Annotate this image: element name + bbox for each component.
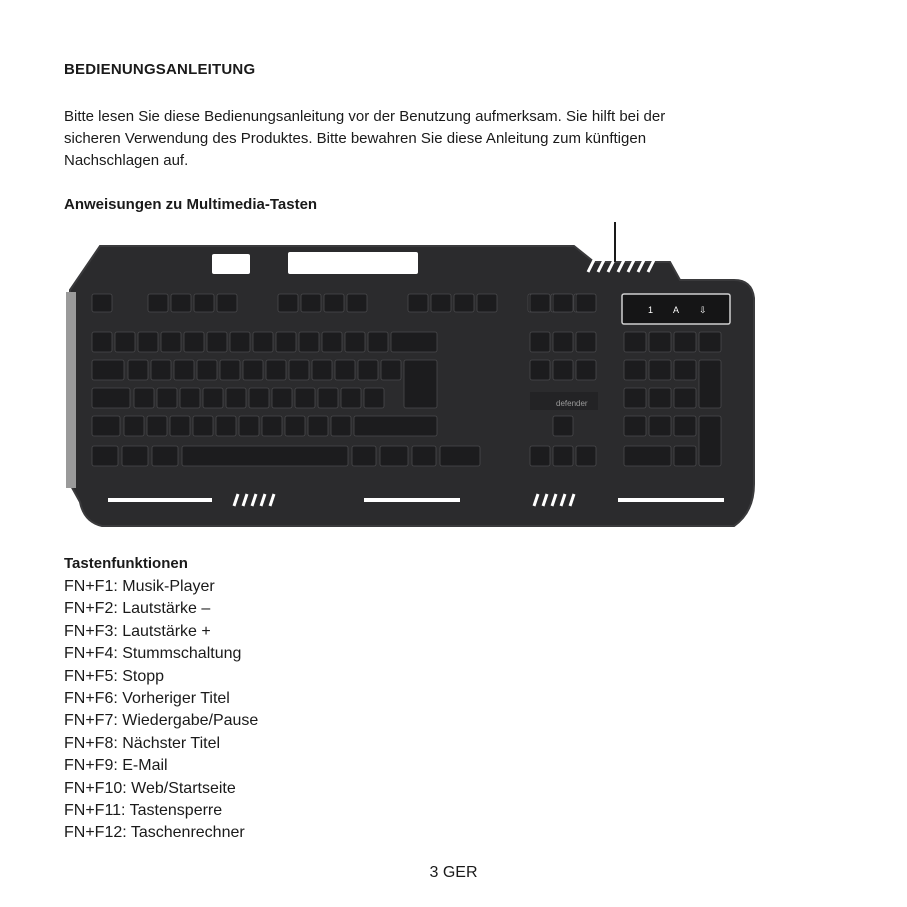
keycap [352,446,376,466]
bottom-light-stripes [108,498,724,502]
keycap [576,360,596,380]
keycap [624,360,646,380]
keycap [408,294,428,312]
handle-cutout-center [288,252,418,274]
keycap [530,446,550,466]
keycap [431,294,451,312]
keycap [553,332,573,352]
keycap [440,446,480,466]
function-item: FN+F9: E-Mail [64,757,168,775]
keycap [553,360,573,380]
keycap [161,332,181,352]
keycap [138,332,158,352]
keycap [391,332,437,352]
keycap [299,332,319,352]
keycap [92,360,124,380]
keycap [624,332,646,352]
keycap [285,416,305,436]
function-item: FN+F8: Nächster Titel [64,734,221,752]
keycap [220,360,240,380]
function-item: FN+F3: Lautstärke + [64,622,211,640]
keycap [301,294,321,312]
keycap [699,332,721,352]
keycap [230,332,250,352]
keycap [147,416,167,436]
keycap [364,388,384,408]
keycap [404,360,437,408]
keycap [477,294,497,312]
keycap [194,294,214,312]
keycap [312,360,332,380]
keycap [171,294,191,312]
keycap [184,332,204,352]
keycap [92,332,112,352]
function-item: FN+F7: Wiedergabe/Pause [64,712,259,730]
keycap [347,294,367,312]
keycap [358,360,378,380]
keycap [324,294,344,312]
intro-paragraph [64,106,844,172]
function-item: FN+F1: Musik-Player [64,578,215,595]
keycap [380,446,408,466]
keycap [454,294,474,312]
brand-label: defender [556,399,588,408]
indicator-num-lock: 1 [648,305,654,315]
keycap [115,332,135,352]
keycap [157,388,177,408]
function-item: FN+F10: Web/Startseite [64,779,236,797]
keycap [128,360,148,380]
document-title: BEDIENUNGSANLEITUNG [64,61,256,78]
keycap [381,360,401,380]
keycap [649,332,671,352]
keycap [624,446,671,466]
keycap [553,446,573,466]
keycap [182,446,348,466]
indicator-scroll-lock: ⇩ [699,305,707,315]
keycap [308,416,328,436]
keycap [649,416,671,436]
intro-line: Nachschlagen auf. [64,152,189,169]
keycap [278,294,298,312]
keycap [193,416,213,436]
keycap [124,416,144,436]
keycap [276,332,296,352]
function-item: FN+F2: Lautstärke – [64,600,211,618]
keycap [92,416,120,436]
keycap [699,416,721,466]
keycap [253,332,273,352]
keycap [217,294,237,312]
indicator-caps-lock: A [673,305,680,315]
keycap [576,446,596,466]
keycap [122,446,148,466]
keycap [576,332,596,352]
keycap [152,446,178,466]
function-item: FN+F5: Stopp [64,667,165,685]
keycap [674,388,696,408]
page-number: 3 GER [429,864,478,881]
function-item: FN+F4: Stummschaltung [64,645,242,663]
keycap [295,388,315,408]
functions-heading: Tastenfunktionen [64,555,188,572]
keycap [412,446,436,466]
keycap [151,360,171,380]
keycap [341,388,361,408]
keycap [649,360,671,380]
keycap [368,332,388,352]
keycap [266,360,286,380]
keycap [530,360,550,380]
intro-line: sicheren Verwendung des Produktes. Bitte bewahren Sie diese Anleitung zum künftigen [64,130,647,147]
keycap [530,294,550,312]
multimedia-heading: Anweisungen zu Multimedia-Tasten [64,196,318,213]
keycap [553,294,573,312]
keycap [649,388,671,408]
keyboard-illustration [62,222,762,532]
keycap [203,388,223,408]
keycap [170,416,190,436]
intro-line: Bitte lesen Sie diese Bedienungsanleitung vor der Benutzung aufmerksam. Sie hilft bei der [64,108,666,125]
keycap [674,360,696,380]
keycap [674,416,696,436]
keycap [335,360,355,380]
keycap [148,294,168,312]
functions-list [64,576,258,845]
keycap [289,360,309,380]
handle-cutout-left [212,254,250,274]
keycap [239,416,259,436]
keycap [699,360,721,408]
keyboard-svg [62,222,762,532]
keycap [180,388,200,408]
keycap [331,416,351,436]
keycap [322,332,342,352]
keycap [216,416,236,436]
keycap [354,416,437,436]
keycap [318,388,338,408]
keycap [674,332,696,352]
keycap [92,388,130,408]
keycap [249,388,269,408]
keycap [345,332,365,352]
function-item: FN+F11: Tastensperre [64,802,223,820]
keycap [243,360,263,380]
function-item: FN+F12: Taschenrechner [64,824,245,842]
keycap [674,446,696,466]
keycap [624,388,646,408]
function-item: FN+F6: Vorheriger Titel [64,690,230,708]
keycap [134,388,154,408]
keycap [207,332,227,352]
keycap [530,332,550,352]
keycap [197,360,217,380]
keycap [262,416,282,436]
keycap [576,294,596,312]
keycap [92,446,118,466]
keycap [624,416,646,436]
keyboard-left-edge [66,292,76,488]
keycap [92,294,112,312]
keycap [272,388,292,408]
keycap [226,388,246,408]
keycap [553,416,573,436]
keycap [174,360,194,380]
